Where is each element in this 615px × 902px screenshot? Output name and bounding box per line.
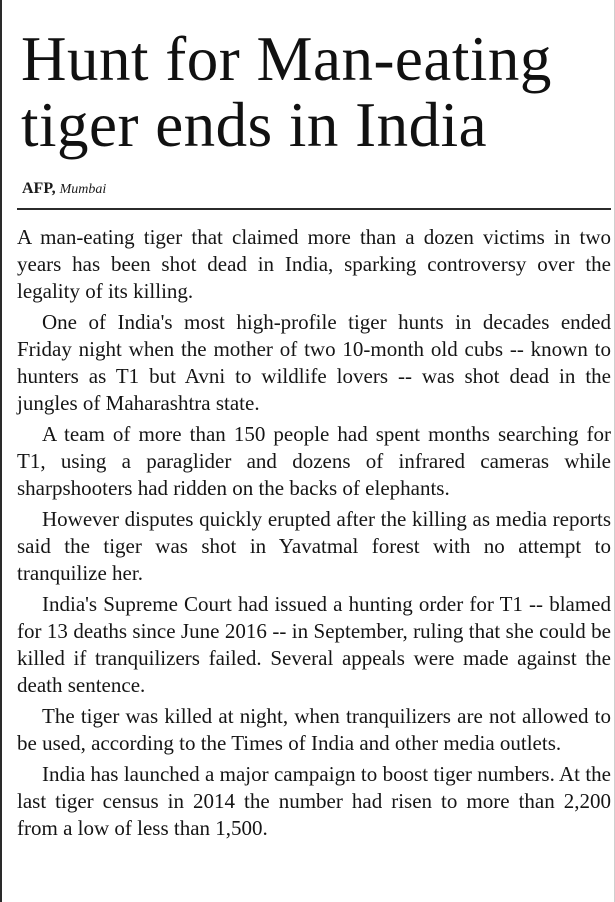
paragraph-4: However disputes quickly erupted after the killing as media reports said the tiger was shot in Yavatmal forest with no attempt to tranquilize her. — [17, 507, 611, 585]
paragraph-2: One of India's most high-profile tiger hunts in decades ended Friday night when the mother of two 10-month old cubs -- known to hunters as T1 but Avni to wildlife lovers -- was shot dead in the jungles of Maharashtra state. — [17, 310, 611, 415]
paragraph-1: A man-eating tiger that claimed more than a dozen victims in two years has been shot dead in India, sparking controversy over the legality of its killing. — [17, 225, 611, 303]
paragraph-3: A team of more than 150 people had spent months searching for T1, using a paraglider and dozens of infrared cameras while sharpshooters had ridden on the backs of elephants. — [17, 422, 611, 500]
paragraph-5: India's Supreme Court had issued a hunting order for T1 -- blamed for 13 deaths since June 2016 -- in September, ruling that she could be killed if tranquilizers failed. Several appeals were made against the death sentence. — [17, 592, 611, 697]
byline-city: Mumbai — [59, 182, 107, 197]
paragraph-6: The tiger was killed at night, when tranquilizers are not allowed to be used, according to the Times of India and other media outlets. — [17, 704, 611, 755]
headline-divider — [17, 208, 611, 210]
article-headline — [21, 26, 611, 158]
byline-agency: AFP, — [22, 180, 56, 197]
headline-line-2: tiger ends in India — [21, 90, 488, 160]
paragraph-7: India has launched a major campaign to boost tiger numbers. At the last tiger census in 2014 the number had risen to more than 2,200 from a low of less than 1,500. — [17, 762, 611, 840]
article-body — [17, 224, 611, 846]
byline — [22, 179, 106, 200]
headline-line-1: Hunt for Man-eating — [21, 24, 552, 94]
